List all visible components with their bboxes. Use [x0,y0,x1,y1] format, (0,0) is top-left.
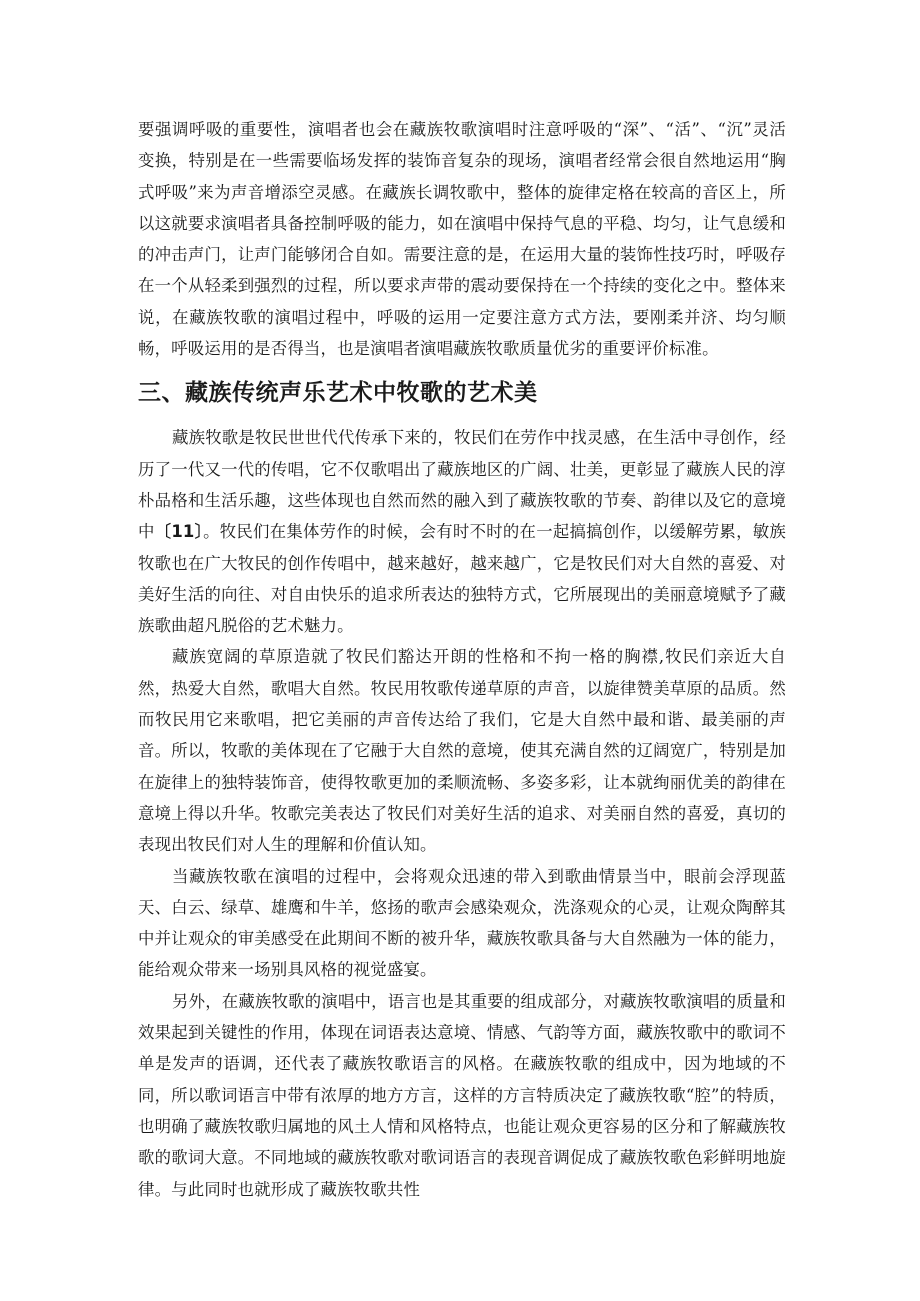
section-heading: 三、藏族传统声乐艺术中牧歌的艺术美 [138,380,538,407]
document-page [138,114,786,1205]
paragraph-text: 。牧民们在集体劳作的时候，会有时不时的在一起搞搞创作，以缓解劳累，敏族牧歌也在广大牧民的创作传唱中，越来越好，越来越广，它是牧民们对大自然的喜爱、对美好生活的向往、对自由快乐的追求所表达的独特方式，它所展现出的美丽意境赋予了藏族歌曲超凡脱俗的艺术魅力。 [138,522,786,636]
body-paragraph: 藏族宽阔的草原造就了牧民们豁达开朗的性格和不拘一格的胸襟,牧民们亲近大自然，热爱大自然，歌唱大自然。牧民用牧歌传递草原的声音，以旋律赞美草原的品质。然而牧民用它来歌唱，把它美丽的声音传达给了我们，它是大自然中最和谐、最美丽的声音。所以，牧歌的美体现在了它融于大自然的意境，使其充满自然的辽阔宽广，特别是加在旋律上的独特装饰音，使得牧歌更加的柔顺流畅、多姿多彩，让本就绚丽优美的韵律在意境上得以升华。牧歌完美表达了牧民们对美好生活的追求、对美丽自然的喜爱，真切的表现出牧民们对人生的理解和价值认知。 [138,647,786,855]
body-paragraph: 当藏族牧歌在演唱的过程中，会将观众迅速的带入到歌曲情景当中，眼前会浮现蓝天、白云、绿草、雄鹰和牛羊，悠扬的歌声会感染观众，洗涤观众的心灵，让观众陶醉其中并让观众的审美感受在此期间不断的被升华，藏族牧歌具备与大自然融为一体的能力，能给观众带来一场别具风格的视觉盛宴。 [138,866,786,980]
body-paragraph [138,422,786,641]
citation-reference: 〔11〕 [154,522,204,542]
paragraph-text: 藏族牧歌是牧民世世代代传承下来的，牧民们在劳作中找灵感，在生活中寻创作，经历了一代又一代的传唱，它不仅歌唱出了藏族地区的广阔、壮美，更彰显了藏族人民的淳朴品格和生活乐趣，这些体现也自然而然的融入到了藏族牧歌的节奏、韵律以及它的意境中 [138,428,786,542]
body-paragraph: 要强调呼吸的重要性，演唱者也会在藏族牧歌演唱时注意呼吸的“深”、“活”、“沉”灵活变换，特别是在一些需要临场发挥的装饰音复杂的现场，演唱者经常会很自然地运用“胸式呼吸”来为声音增添空灵感。在藏族长调牧歌中，整体的旋律定格在较高的音区上，所以这就要求演唱者具备控制呼吸的能力，如在演唱中保持气息的平稳、均匀，让气息缓和的冲击声门，让声门能够闭合自如。需要注意的是，在运用大量的装饰性技巧时，呼吸存在一个从轻柔到强烈的过程，所以要求声带的震动要保持在一个持续的变化之中。整体来说，在藏族牧歌的演唱过程中，呼吸的运用一定要注意方式方法，要刚柔并济、均匀顺畅，呼吸运用的是否得当，也是演唱者演唱藏族牧歌质量优劣的重要评价标准。 [138,120,786,359]
body-paragraph: 另外，在藏族牧歌的演唱中，语言也是其重要的组成部分，对藏族牧歌演唱的质量和效果起到关键性的作用，体现在词语表达意境、情感、气韵等方面，藏族牧歌中的歌词不单是发声的语调，还代表了藏族牧歌语言的风格。在藏族牧歌的组成中，因为地域的不同，所以歌词语言中带有浓厚的地方方言，这样的方言特质决定了藏族牧歌“腔”的特质，也明确了藏族牧歌归属地的风土人情和风格特点，也能让观众更容易的区分和了解藏族牧歌的歌词大意。不同地域的藏族牧歌对歌词语言的表现音调促成了藏族牧歌色彩鲜明地旋律。与此同时也就形成了藏族牧歌共性 [138,991,786,1199]
